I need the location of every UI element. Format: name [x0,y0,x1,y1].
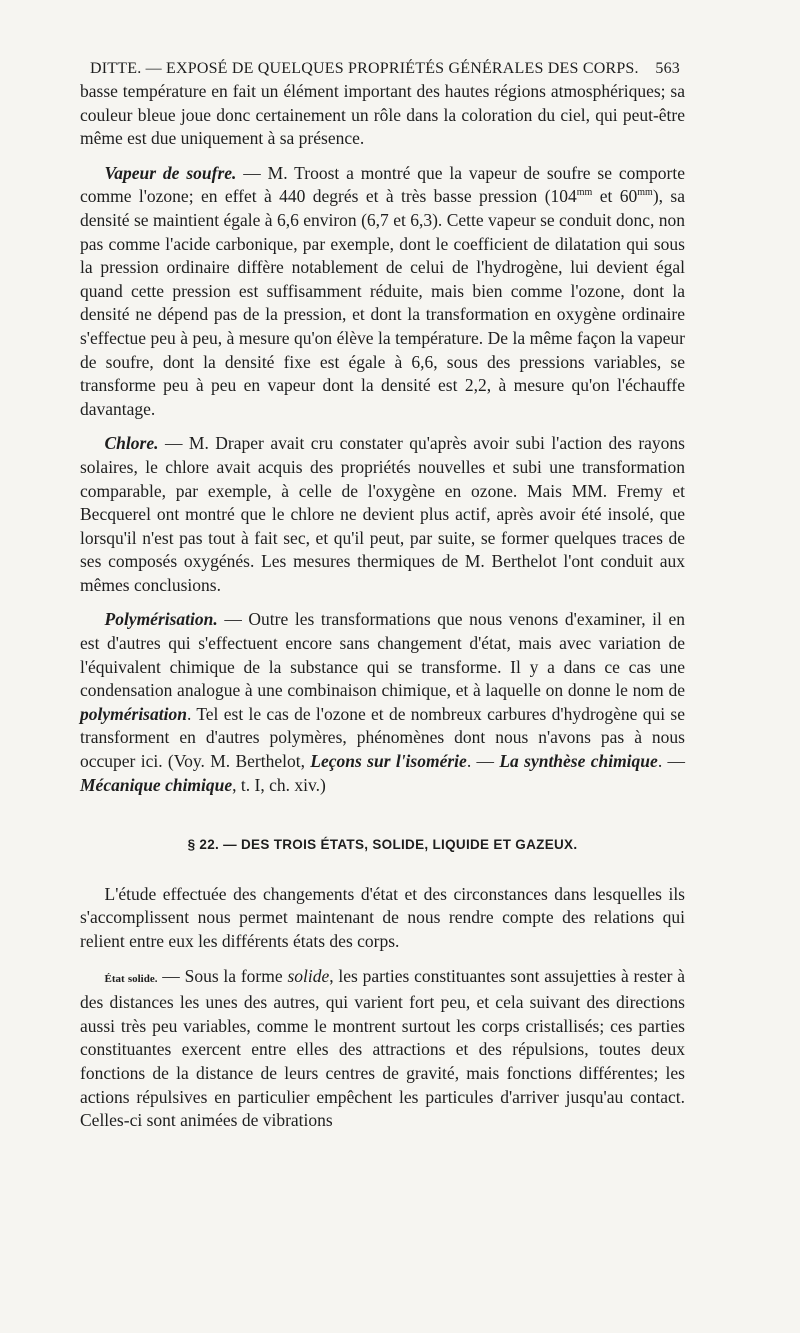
reference-title: La synthèse chimique [499,751,658,772]
reference-title: Mécanique chimique [80,774,233,795]
paragraph-text: . — [466,751,500,772]
running-title: DITTE. — EXPOSÉ DE QUELQUES PROPRIÉTÉS GÉNÉRALES DES CORPS. [90,60,639,77]
paragraph-etat-solide [80,965,685,1133]
paragraph-text: et 60 [592,186,638,207]
paragraph-lead: Vapeur de soufre. [104,162,237,183]
paragraph-text: — Sous la forme [157,965,288,986]
paragraph-chlore [80,432,685,597]
paragraph-trois-etats: L'étude effectuée des changements d'état et des circonstances dans lesquelles ils s'accomplissent nous permet maintenant de nous rendre compte des relations qui relient entre eux les différents états des corps. [80,883,685,951]
paragraph-lead: État solide. [104,972,158,985]
emphasized-term: solide [287,965,330,986]
paragraph-vapeur-de-soufre [80,162,685,422]
page-number: 563 [655,60,680,77]
paragraph-lead: Polymérisation. [104,609,218,630]
paragraph-text: , t. I, ch. xiv.) [232,774,326,795]
page-body [80,80,685,1133]
paragraph-text: , les parties constituantes sont assujetties à rester à des distances les unes des autres, qui varient fort peu, et cela suivant des directions aussi très peu variables, comme le montrent surtout les corps cristallisés; ces parties constituantes exercent entre elles des attractions et des répulsions, toutes deux fonctions de la distance de leurs centres de gravité, mais fonctions différentes; les actions répulsives en particulier empêchent les particules d'arriver jusqu'au contact. Celles-ci sont animées de vibrations [80,965,685,1131]
paragraph-text: . Tel est le cas de l'ozone et de nombreux carbures d'hydrogène qui se transforment en d'autres polymères, phénomènes dont nous n'avons pas à nous occuper ici. (Voy. M. Berthelot, [80,703,685,772]
paragraph-ozone-end: basse température en fait un élément important des hautes régions atmosphériques; sa couleur bleue joue donc certainement un rôle dans la coloration du ciel, qui peut-être même est due uniquement à sa présence. [80,81,685,149]
paragraph-text: — Outre les transformations que nous venons d'examiner, il en est d'autres qui s'effectuent encore sans changement d'état, mais avec variation de l'équivalent chimique de la substance qui se transforme. Il y a dans ce cas une condensation analogue à une combinaison chimique, et à laquelle on donne le nom de [80,609,685,701]
superscript-unit: mm [576,187,593,199]
emphasized-term: polymérisation [80,703,187,724]
paragraph-text: — M. Troost a montré que la vapeur de soufre se comporte comme l'ozone; en effet à 440 degrés et à très basse pression (104 [80,162,685,207]
paragraph-text: . — [657,751,686,772]
paragraph-text: ), sa densité se maintient égale à 6,6 environ (6,7 et 6,3). Cette vapeur se conduit donc, non pas comme l'acide carbonique, par exemple, dont le coefficient de dilatation qui sous la pression ordinaire diffère notablement de celui de l'hydrogène, lui devient égal quand cette pression est suffisamment réduite, mais bien comme l'ozone, dont la densité ne dépend pas de la pression, et dont la transformation en oxygène ordinaire s'effectue peu à peu, à mesure qu'on élève la température. De la même façon la vapeur de soufre, dont la densité fixe est égale à 6,6, sous des pressions variables, se transforme peu à peu en vapeur dont la densité est 2,2, à mesure qu'on l'échauffe davantage. [80,186,685,419]
paragraph-text: — M. Draper avait cru constater qu'après avoir subi l'action des rayons solaires, le chlore avait acquis des propriétés nouvelles et subi une transformation comparable, par exemple, à celle de l'oxygène en ozone. Mais MM. Fremy et Becquerel ont montré que le chlore ne devient plus actif, après avoir été insolé, que lorsqu'il n'est pas tout à fait sec, et qu'il peut, par suite, se former quelques traces de ses composés oxygénés. Les mesures thermiques de M. Berthelot l'ont conduit aux mêmes conclusions. [80,433,685,595]
section-title: § 22. — DES TROIS ÉTATS, SOLIDE, LIQUIDE ET GAZEUX. [187,837,578,853]
paragraph-polymerisation [80,608,685,797]
paragraph-lead: Chlore. [104,433,159,454]
superscript-unit: mm [637,187,653,199]
reference-title: Leçons sur l'isomérie [310,751,467,772]
